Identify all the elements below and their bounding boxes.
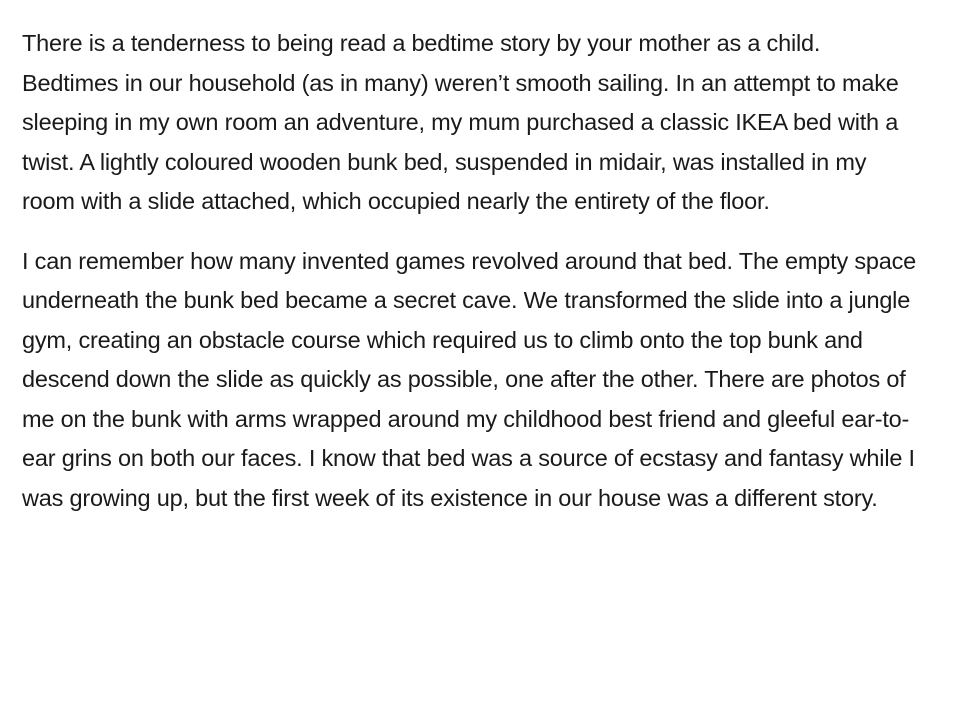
- article-body: [22, 24, 922, 538]
- paragraph-1: There is a tenderness to being read a bedtime story by your mother as a child. Bedtimes in our household (as in many) weren’t smooth sailing. In an attempt to make sleeping in my own room an adventure, my mum purchased a classic IKEA bed with a twist. A lightly coloured wooden bunk bed, suspended in midair, was installed in my room with a slide attached, which occupied nearly the entirety of the floor.: [22, 30, 899, 214]
- paragraph-2: I can remember how many invented games revolved around that bed. The empty space underneath the bunk bed became a secret cave. We transformed the slide into a jungle gym, creating an obstacle course which required us to climb onto the top bunk and descend down the slide as quickly as possible, one after the other. There are photos of me on the bunk with arms wrapped around my childhood best friend and gleeful ear-to-ear grins on both our faces. I know that bed was a source of ecstasy and fantasy while I was growing up, but the first week of its existence in our house was a different story.: [22, 247, 917, 511]
